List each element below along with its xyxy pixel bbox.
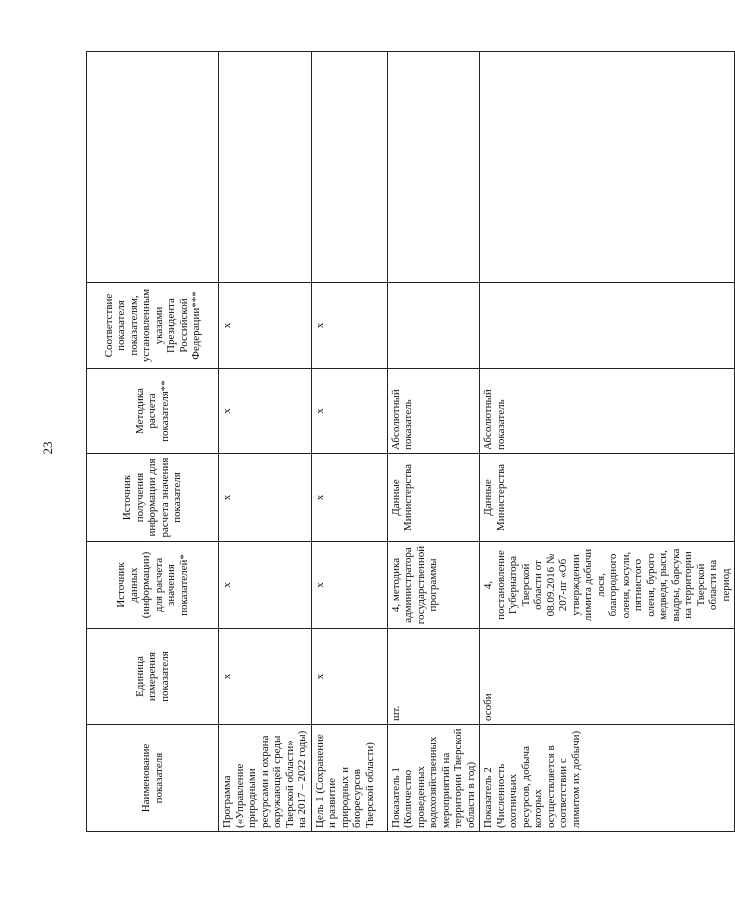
cell-source-data: 4, методика администратора государственной программы: [387, 542, 480, 629]
cell-name: Показатель 2 (Численность охотничьих ресурсов, добыча которых осуществляется в соответствии с лимитом их добычи): [480, 725, 735, 832]
cell-unit: х: [311, 629, 387, 725]
table-row: [387, 52, 480, 832]
header-info-source: Источник получения информации для расчета значения показателя: [87, 454, 219, 542]
cell-empty: [480, 52, 735, 283]
cell-info-source: х: [219, 454, 312, 542]
indicators-table: [86, 51, 735, 832]
cell-empty: [219, 52, 312, 283]
cell-decree: х: [219, 283, 312, 369]
header-unit: Единица измерения показателя: [87, 629, 219, 725]
header-empty: [87, 52, 219, 283]
cell-method: х: [311, 369, 387, 454]
cell-method: Абсолютный показатель: [480, 369, 735, 454]
cell-source-data: х: [219, 542, 312, 629]
cell-info-source: Данные Министерства: [387, 454, 480, 542]
table-row: [219, 52, 312, 832]
table-row: [311, 52, 387, 832]
header-method: Методика расчета показателя**: [87, 369, 219, 454]
table-row: [480, 52, 735, 832]
cell-decree: [387, 283, 480, 369]
cell-decree: х: [311, 283, 387, 369]
cell-empty: [311, 52, 387, 283]
page-number: 23: [40, 441, 55, 455]
cell-method: Абсолютный показатель: [387, 369, 480, 454]
cell-info-source: Данные Министерства: [480, 454, 735, 542]
rotated-table-wrapper: [86, 52, 732, 832]
cell-name: Цель 1 (Сохранение и развитие природных и биоресурсов Тверской области): [311, 725, 387, 832]
table-header-row: [87, 52, 219, 832]
header-decree: Соответствие показателя показателям, установленным указами Президента Российской Федерации***: [87, 283, 219, 369]
cell-unit: х: [219, 629, 312, 725]
cell-empty: [387, 52, 480, 283]
header-source-data: Источник данных (информации) для расчета значения показателей*: [87, 542, 219, 629]
cell-source-data: 4, постановление Губернатора Тверской области от 08.09.2016 № 207-пг «Об утверждении лимита добычи лося, благородного оленя, косули, пятнистого оленя, бурого медведя, рыси, выдры, барсука на территории Тверской области на период: [480, 542, 735, 629]
cell-unit: особи: [480, 629, 735, 725]
cell-name: Программа («Управление природными ресурсами и охрана окружающей среды Тверской области» на 2017 – 2022 годы): [219, 725, 312, 832]
cell-unit: шт.: [387, 629, 480, 725]
cell-name: Показатель 1 (Количество проведенных водохозяйственных мероприятий на территории Тверской области в год): [387, 725, 480, 832]
header-indicator-name: Наименование показателя: [87, 725, 219, 832]
cell-source-data: х: [311, 542, 387, 629]
cell-decree: [480, 283, 735, 369]
cell-info-source: х: [311, 454, 387, 542]
cell-method: х: [219, 369, 312, 454]
